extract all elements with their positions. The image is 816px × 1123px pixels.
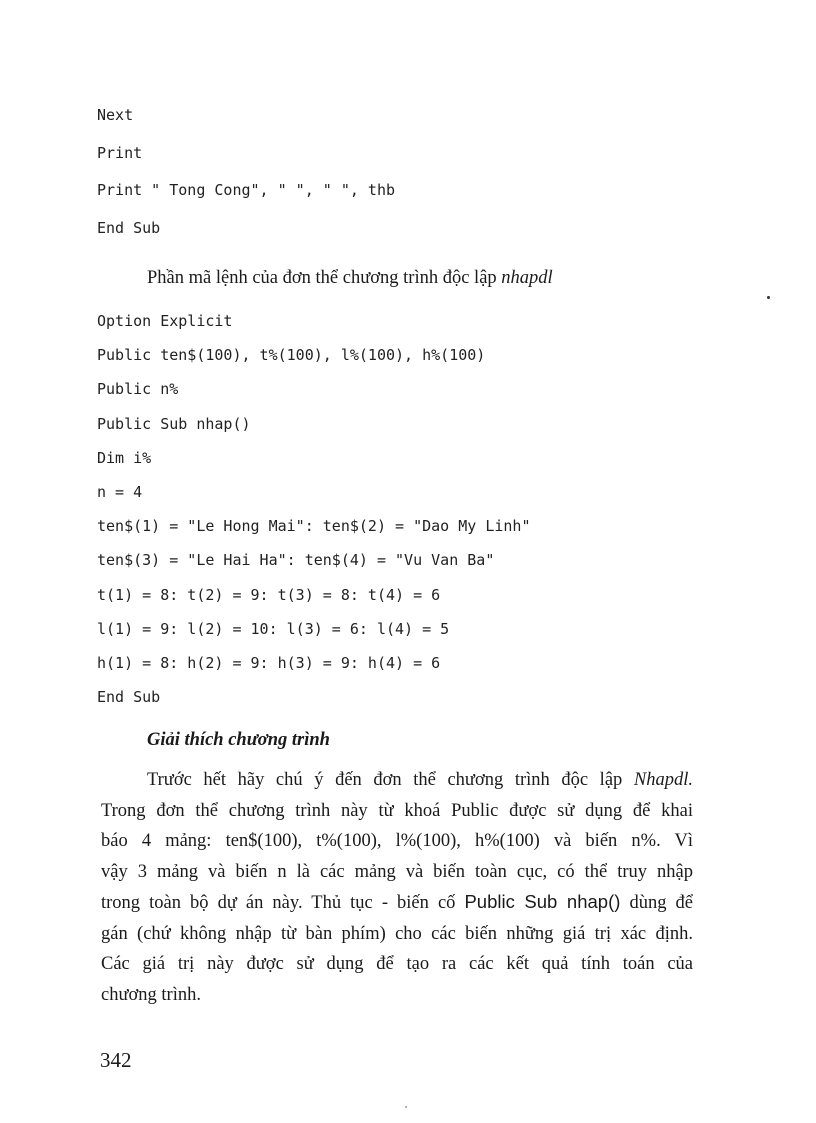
code-ten-3-4: ten$(3) = "Le Hai Ha": ten$(4) = "Vu Van Ba" — [97, 551, 495, 569]
code-line-end-sub: End Sub — [97, 219, 161, 237]
explanation-line-8: chương trình. — [101, 984, 201, 1005]
code-n-assign: n = 4 — [97, 483, 143, 501]
bottom-speck — [405, 1106, 407, 1108]
print-speck — [767, 296, 770, 299]
explanation-line-5 — [101, 887, 693, 919]
explanation-line-1 — [101, 765, 693, 796]
code-h-values: h(1) = 8: h(2) = 9: h(3) = 9: h(4) = 6 — [97, 654, 441, 672]
explanation-line-1-text: Trước hết hãy chú ý đến đơn thể chương trình độc lập — [147, 770, 634, 790]
explanation-sub-name: Public Sub nhap() — [464, 891, 621, 912]
intro-module-name: nhapdl — [501, 268, 553, 288]
page-number: 342 — [100, 1048, 132, 1072]
section-heading: Giải thích chương trình — [147, 730, 330, 750]
code-t-values: t(1) = 8: t(2) = 9: t(3) = 8: t(4) = 6 — [97, 586, 441, 604]
code-public-arrays: Public ten$(100), t%(100), l%(100), h%(100) — [97, 346, 486, 364]
explanation-line-7: Các giá trị này được sử dụng để tạo ra các kết quả tính toán của — [101, 954, 693, 974]
code-module-end-sub: End Sub — [97, 688, 161, 706]
code-line-print-total: Print " Tong Cong", " ", " ", thb — [97, 181, 396, 199]
explanation-paragraph — [101, 765, 693, 1010]
explanation-line-6: gán (chứ không nhập từ bàn phím) cho các biến những giá trị xác định. — [101, 923, 693, 944]
explanation-line-5-tail: dùng để — [620, 893, 693, 913]
explanation-module-name: Nhapdl. — [633, 770, 693, 790]
code-ten-1-2: ten$(1) = "Le Hong Mai": ten$(2) = "Dao My Linh" — [97, 517, 531, 535]
code-public-sub: Public Sub nhap() — [97, 415, 251, 433]
code-dim: Dim i% — [97, 449, 152, 467]
code-option-explicit: Option Explicit — [97, 312, 233, 330]
code-public-n: Public n% — [97, 380, 179, 398]
explanation-line-3: báo 4 mảng: ten$(100), t%(100), l%(100), h%(100) và biến n%. Vì — [101, 831, 693, 851]
explanation-line-5-text: trong toàn bộ dự án này. Thủ tục - biến cố — [101, 893, 465, 913]
code-line-next: Next — [97, 106, 134, 124]
intro-sentence — [147, 268, 553, 289]
code-line-print: Print — [97, 144, 143, 162]
explanation-line-4: vậy 3 mảng và biến n là các mảng và biến toàn cục, có thể truy nhập — [101, 861, 693, 882]
code-l-values: l(1) = 9: l(2) = 10: l(3) = 6: l(4) = 5 — [97, 620, 450, 638]
intro-text: Phần mã lệnh của đơn thể chương trình độc lập — [147, 268, 502, 288]
explanation-line-2: Trong đơn thể chương trình này từ khoá Public được sử dụng để khai — [101, 800, 693, 821]
